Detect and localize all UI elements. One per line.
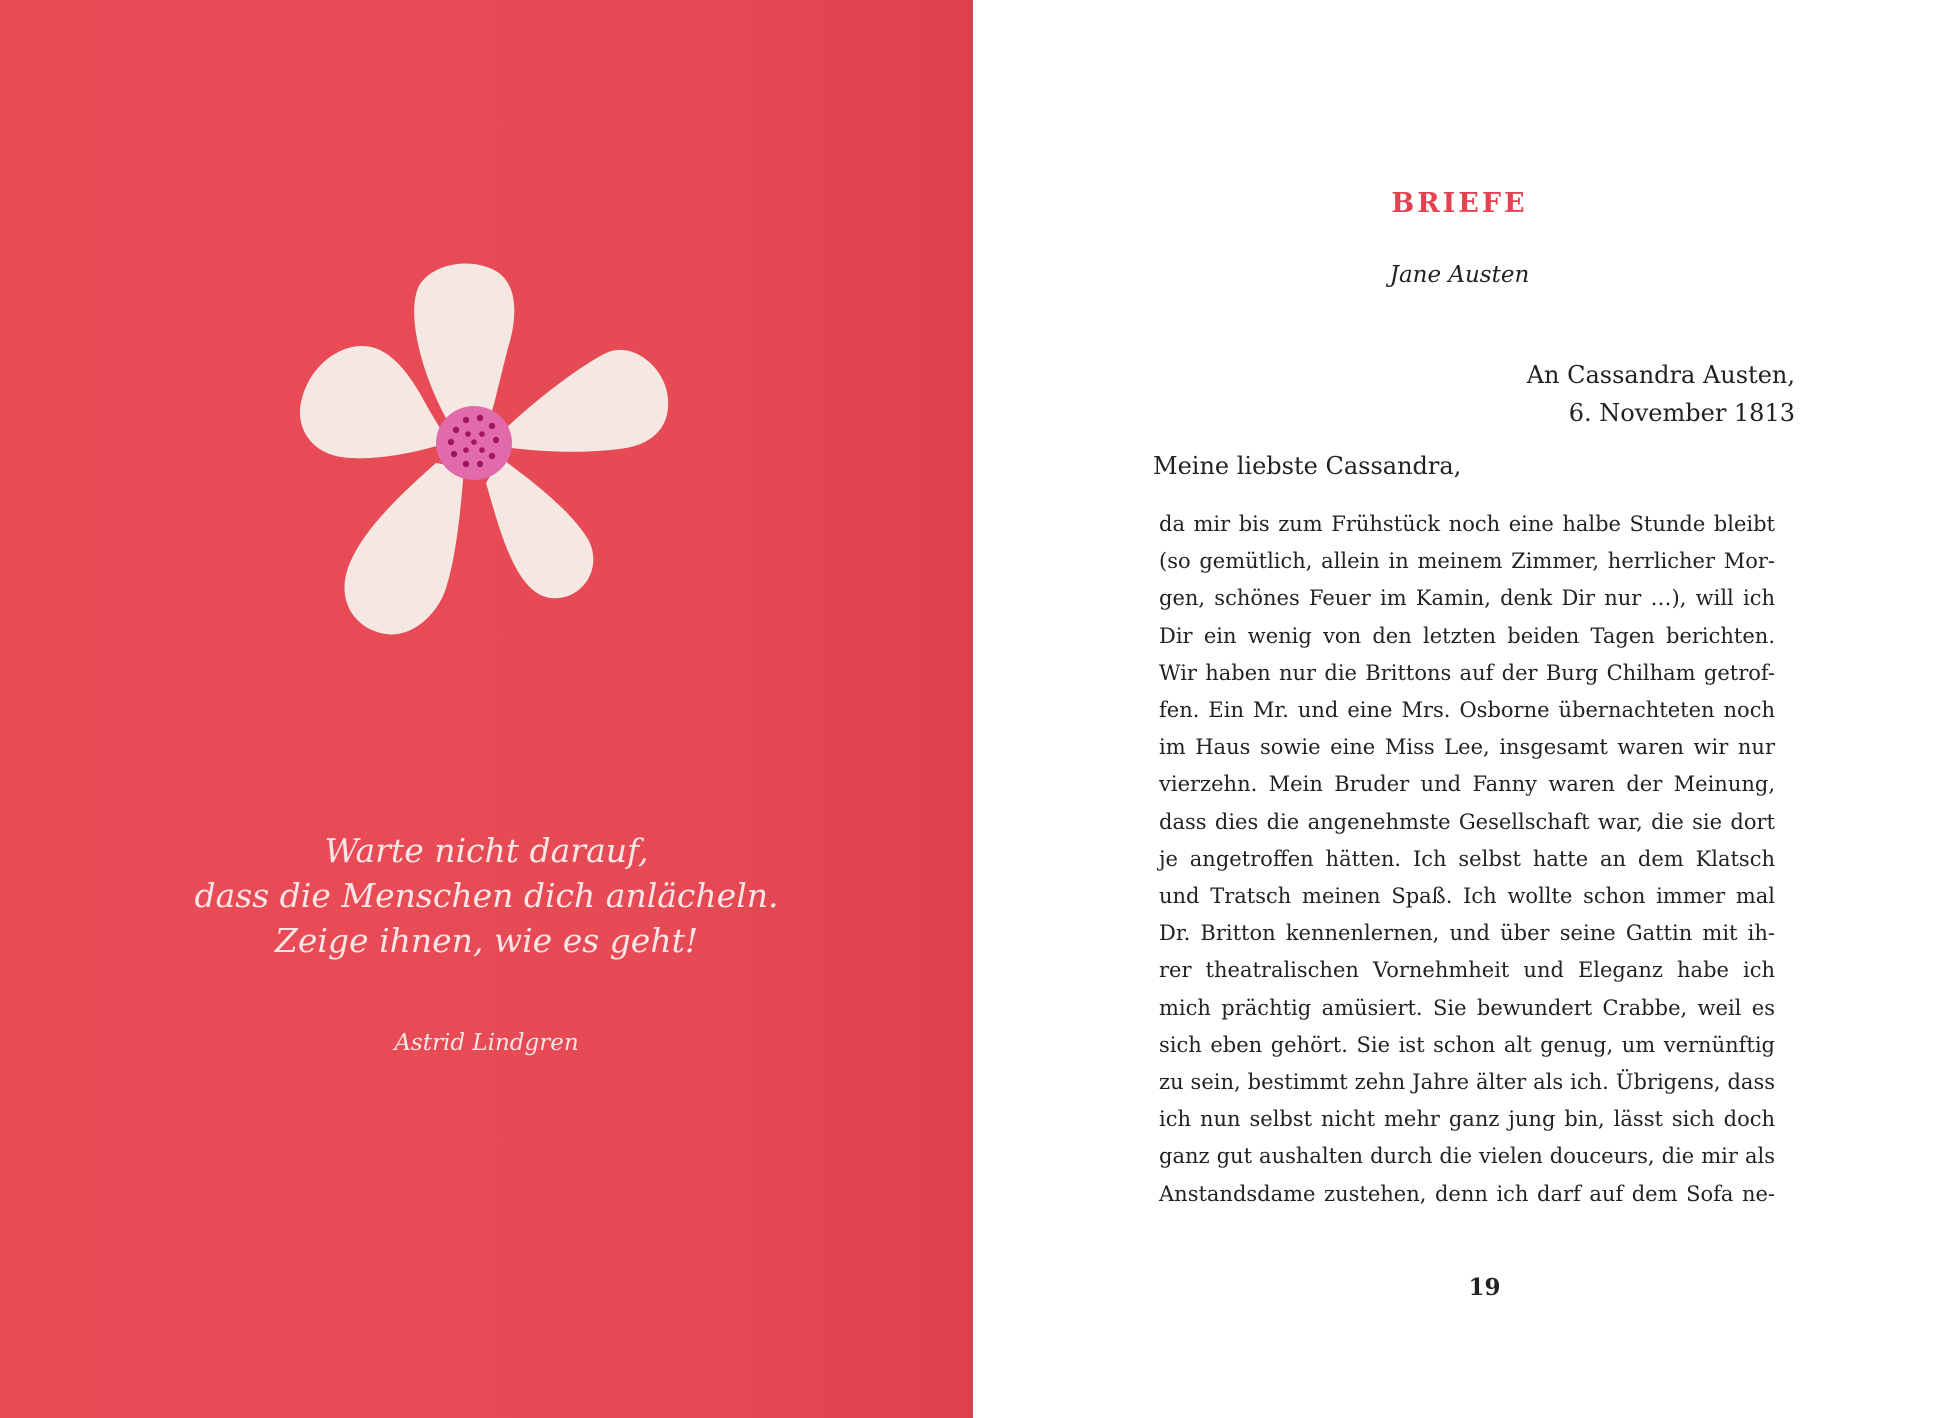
- body-line: und Tratsch meinen Spaß. Ich wollte schon immer mal: [1159, 884, 1775, 909]
- body-line: (so gemütlich, allein in meinem Zimmer, herrlicher Mor-: [1159, 549, 1775, 574]
- quote: [0, 828, 973, 963]
- petal-lower-right: [486, 458, 593, 598]
- body-line: Dr. Britton kennenlernen, und über seine Gattin mit ih-: [1159, 921, 1775, 946]
- body-line: da mir bis zum Frühstück noch eine halbe Stunde bleibt: [1159, 512, 1775, 536]
- body-line: zu sein, bestimmt zehn Jahre älter als ich. Übrigens, dass: [1159, 1070, 1775, 1095]
- letter-address: [1527, 356, 1795, 432]
- letter-salutation: Meine liebste Cassandra,: [1153, 452, 1462, 480]
- body-line: Dir ein wenig von den letzten beiden Tagen berichten.: [1159, 623, 1775, 648]
- quote-line: Warte nicht darauf,: [324, 831, 649, 870]
- chapter-author: Jane Austen: [1389, 262, 1530, 288]
- body-line: Wir haben nur die Brittons auf der Burg Chilham getrof-: [1159, 660, 1775, 685]
- body-line: ich nun selbst nicht mehr ganz jung bin, lässt sich doch: [1159, 1107, 1775, 1132]
- body-line: ganz gut aushalten durch die vielen douceurs, die mir als: [1159, 1144, 1775, 1169]
- body-line: gen, schönes Feuer im Kamin, denk Dir nur …), will ich: [1159, 586, 1775, 611]
- petal-right: [501, 350, 668, 452]
- body-line: fen. Ein Mr. und eine Mrs. Osborne übernachteten noch: [1159, 698, 1775, 723]
- petal-bottom: [344, 463, 464, 634]
- body-line: sich eben gehört. Sie ist schon alt genug, um vernünftig: [1159, 1032, 1775, 1057]
- quote-author: Astrid Lindgren: [394, 1030, 579, 1056]
- body-line: dass dies die angenehmste Gesellschaft war, die sie dort: [1159, 809, 1775, 834]
- letter-body: [1159, 506, 1775, 1213]
- body-line: Anstandsdame zustehen, denn ich darf auf dem Sofa ne-: [1159, 1181, 1775, 1206]
- body-line: vierzehn. Mein Bruder und Fanny waren der Meinung,: [1159, 772, 1775, 797]
- petal-top: [414, 264, 514, 423]
- right-page: [973, 0, 1946, 1418]
- body-line: mich prächtig amüsiert. Sie bewundert Crabbe, weil es: [1159, 995, 1775, 1020]
- quote-line: Zeige ihnen, wie es geht!: [274, 921, 699, 960]
- chapter-title: BRIEFE: [1391, 188, 1528, 219]
- address-line: An Cassandra Austen,: [1526, 361, 1795, 389]
- flower-icon: [296, 258, 684, 672]
- page-number: 19: [1468, 1274, 1501, 1301]
- body-line: rer theatralischen Vornehmheit und Eleganz habe ich: [1159, 958, 1775, 983]
- body-line: je angetroffen hätten. Ich selbst hatte an dem Klatsch: [1159, 846, 1775, 871]
- quote-line: dass die Menschen dich anlächeln.: [194, 876, 779, 915]
- body-line: im Haus sowie eine Miss Lee, insgesamt waren wir nur: [1159, 735, 1775, 760]
- address-line: 6. November 1813: [1568, 399, 1795, 427]
